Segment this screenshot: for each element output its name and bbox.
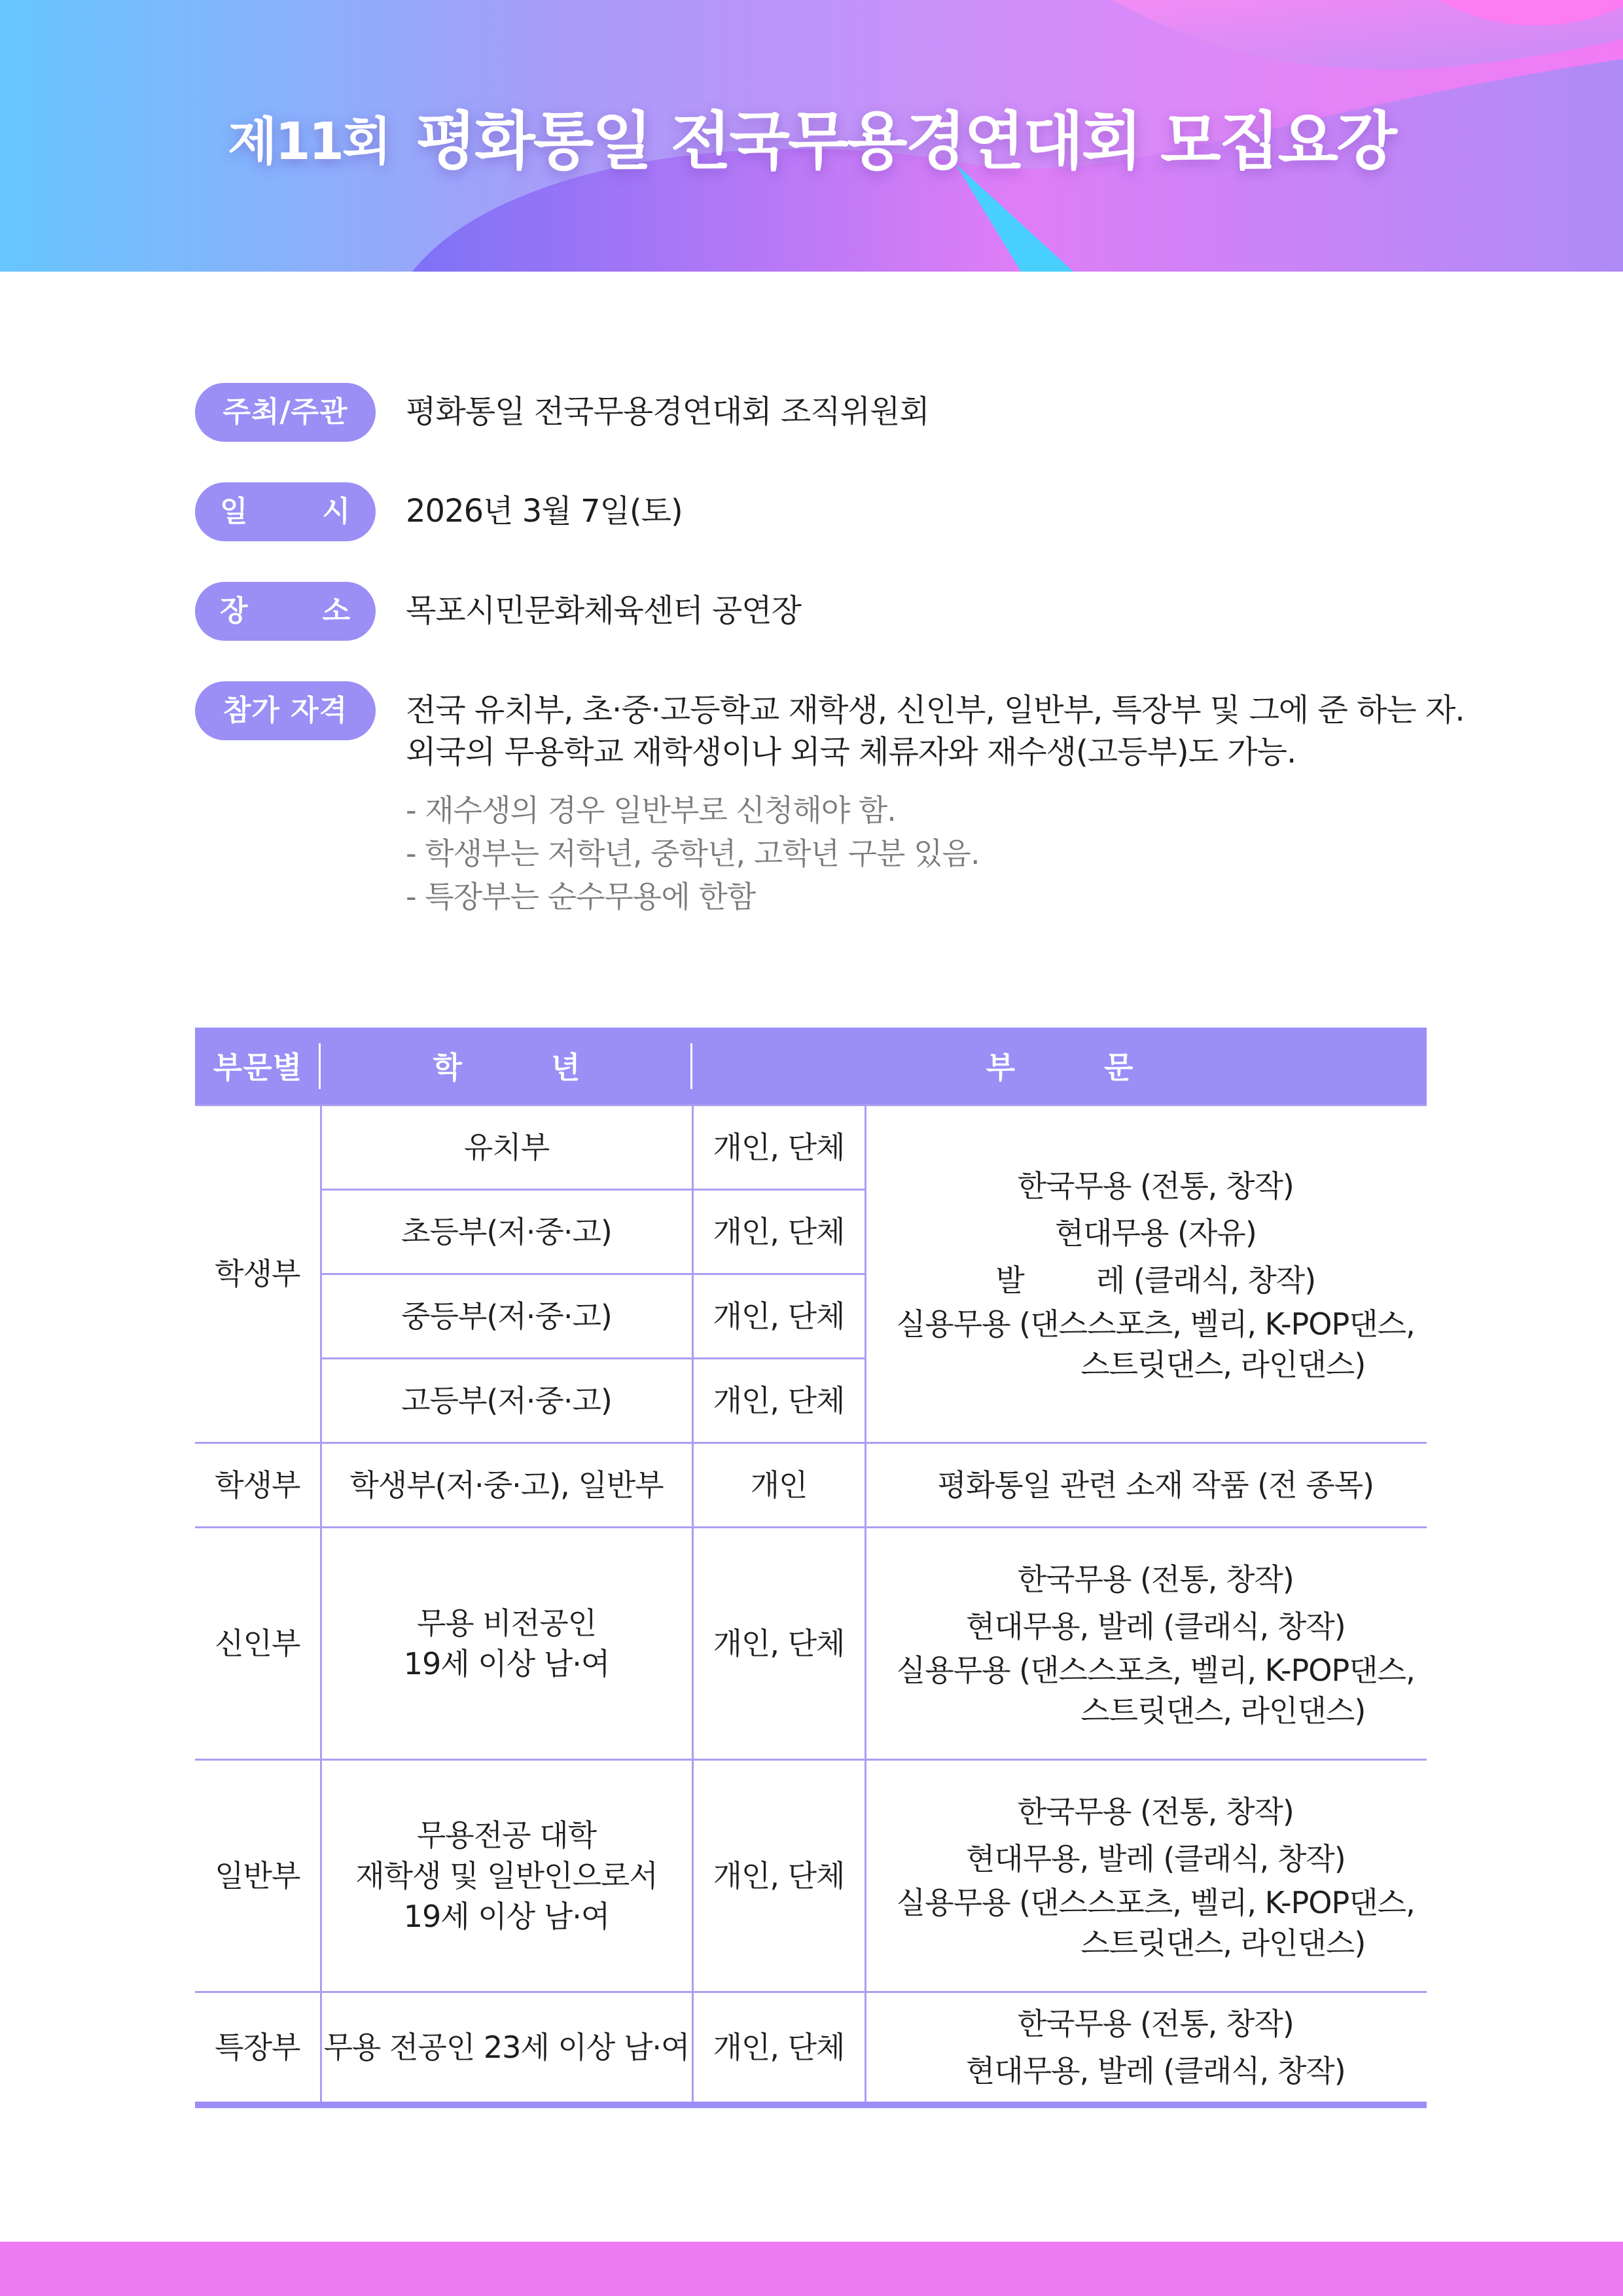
title-text: 평화통일 전국무용경연대회 모집요강 [416, 105, 1395, 178]
header-grade: 학 년 [321, 1028, 692, 1105]
eligibility-note: - 학생부는 저학년, 중학년, 고학년 구분 있음. [406, 836, 980, 871]
grade-cell: 무용전공 대학 재학생 및 일반인으로서 19세 이상 남·여 [321, 1759, 692, 1992]
type-cell: 개인, 단체 [692, 1759, 865, 1992]
peace-division-cell: 학생부 [195, 1443, 321, 1527]
host-badge: 주최/주관 [195, 383, 376, 442]
grade-cell: 초등부(저·중·고) [321, 1189, 692, 1274]
eligibility-badge: 참가 자격 [195, 681, 376, 740]
eligibility-note: - 특장부는 순수무용에 한함 [406, 879, 756, 914]
newcomer-genre-cell: 한국무용 (전통, 창작) 현대무용, 발레 (클래식, 창작) 실용무용 (댄스스포츠, 벨리, K-POP댄스, 스트릿댄스, 라인댄스) [865, 1527, 1427, 1759]
grade-cell: 유치부 [321, 1105, 692, 1189]
special-division-cell: 특장부 [195, 1992, 321, 2105]
student-genre-cell: 한국무용 (전통, 창작) 현대무용 (자유) 발 레 (클래식, 창작) 실용무용 (댄스스포츠, 벨리, K-POP댄스, 스트릿댄스, 라인댄스) [865, 1105, 1427, 1443]
eligibility-value [406, 689, 1465, 918]
type-cell: 개인, 단체 [692, 1189, 865, 1274]
table-row [195, 1443, 1427, 1527]
edition-label: 제11회 [228, 113, 390, 171]
eligibility-line: 외국의 무용학교 재학생이나 외국 체류자와 재수생(고등부)도 가능. [406, 734, 1296, 770]
date-value: 2026년 3월 7일(토) [406, 493, 683, 529]
venue-badge: 장 소 [195, 582, 376, 641]
student-division-cell: 학생부 [195, 1105, 321, 1443]
type-cell: 개인, 단체 [692, 1527, 865, 1759]
type-cell: 개인 [692, 1443, 865, 1527]
grade-cell: 고등부(저·중·고) [321, 1358, 692, 1443]
general-division-cell: 일반부 [195, 1759, 321, 1992]
eligibility-notes [406, 789, 1465, 918]
info-row-eligibility [195, 681, 1465, 956]
venue-value: 목포시민문화체육센터 공연장 [406, 592, 802, 629]
info-row-date [195, 482, 1438, 582]
category-table [195, 1028, 1427, 2108]
grade-cell: 학생부(저·중·고), 일반부 [321, 1443, 692, 1527]
type-cell: 개인, 단체 [692, 1105, 865, 1189]
info-row-venue [195, 582, 1438, 681]
page-title [0, 92, 1623, 181]
eligibility-line: 전국 유치부, 초·중·고등학교 재학생, 신인부, 일반부, 특장부 및 그에 준 하는 자. [406, 692, 1465, 728]
newcomer-division-cell: 신인부 [195, 1527, 321, 1759]
grade-cell: 무용 비전공인 19세 이상 남·여 [321, 1527, 692, 1759]
host-value: 평화통일 전국무용경연대회 조직위원회 [406, 393, 929, 430]
type-cell: 개인, 단체 [692, 1274, 865, 1358]
grade-cell: 무용 전공인 23세 이상 남·여 [321, 1992, 692, 2105]
footer-bar [0, 2242, 1623, 2296]
general-genre-cell: 한국무용 (전통, 창작) 현대무용, 발레 (클래식, 창작) 실용무용 (댄스스포츠, 벨리, K-POP댄스, 스트릿댄스, 라인댄스) [865, 1759, 1427, 1992]
header-category: 부 문 [692, 1028, 1427, 1105]
peace-genre-cell: 평화통일 관련 소재 작품 (전 종목) [865, 1443, 1427, 1527]
table-header-row [195, 1028, 1427, 1105]
special-genre-cell: 한국무용 (전통, 창작) 현대무용, 발레 (클래식, 창작) [865, 1992, 1427, 2105]
table-row [195, 1992, 1427, 2105]
info-row-host [195, 383, 1438, 482]
header-banner [0, 0, 1623, 272]
type-cell: 개인, 단체 [692, 1358, 865, 1443]
table-row [195, 1759, 1427, 1992]
type-cell: 개인, 단체 [692, 1992, 865, 2105]
eligibility-note: - 재수생의 경우 일반부로 신청해야 함. [406, 793, 896, 828]
table-row [195, 1105, 1427, 1189]
info-section [195, 383, 1465, 956]
date-badge: 일 시 [195, 482, 376, 541]
grade-cell: 중등부(저·중·고) [321, 1274, 692, 1358]
header-division: 부문별 [195, 1028, 321, 1105]
table-row [195, 1527, 1427, 1759]
